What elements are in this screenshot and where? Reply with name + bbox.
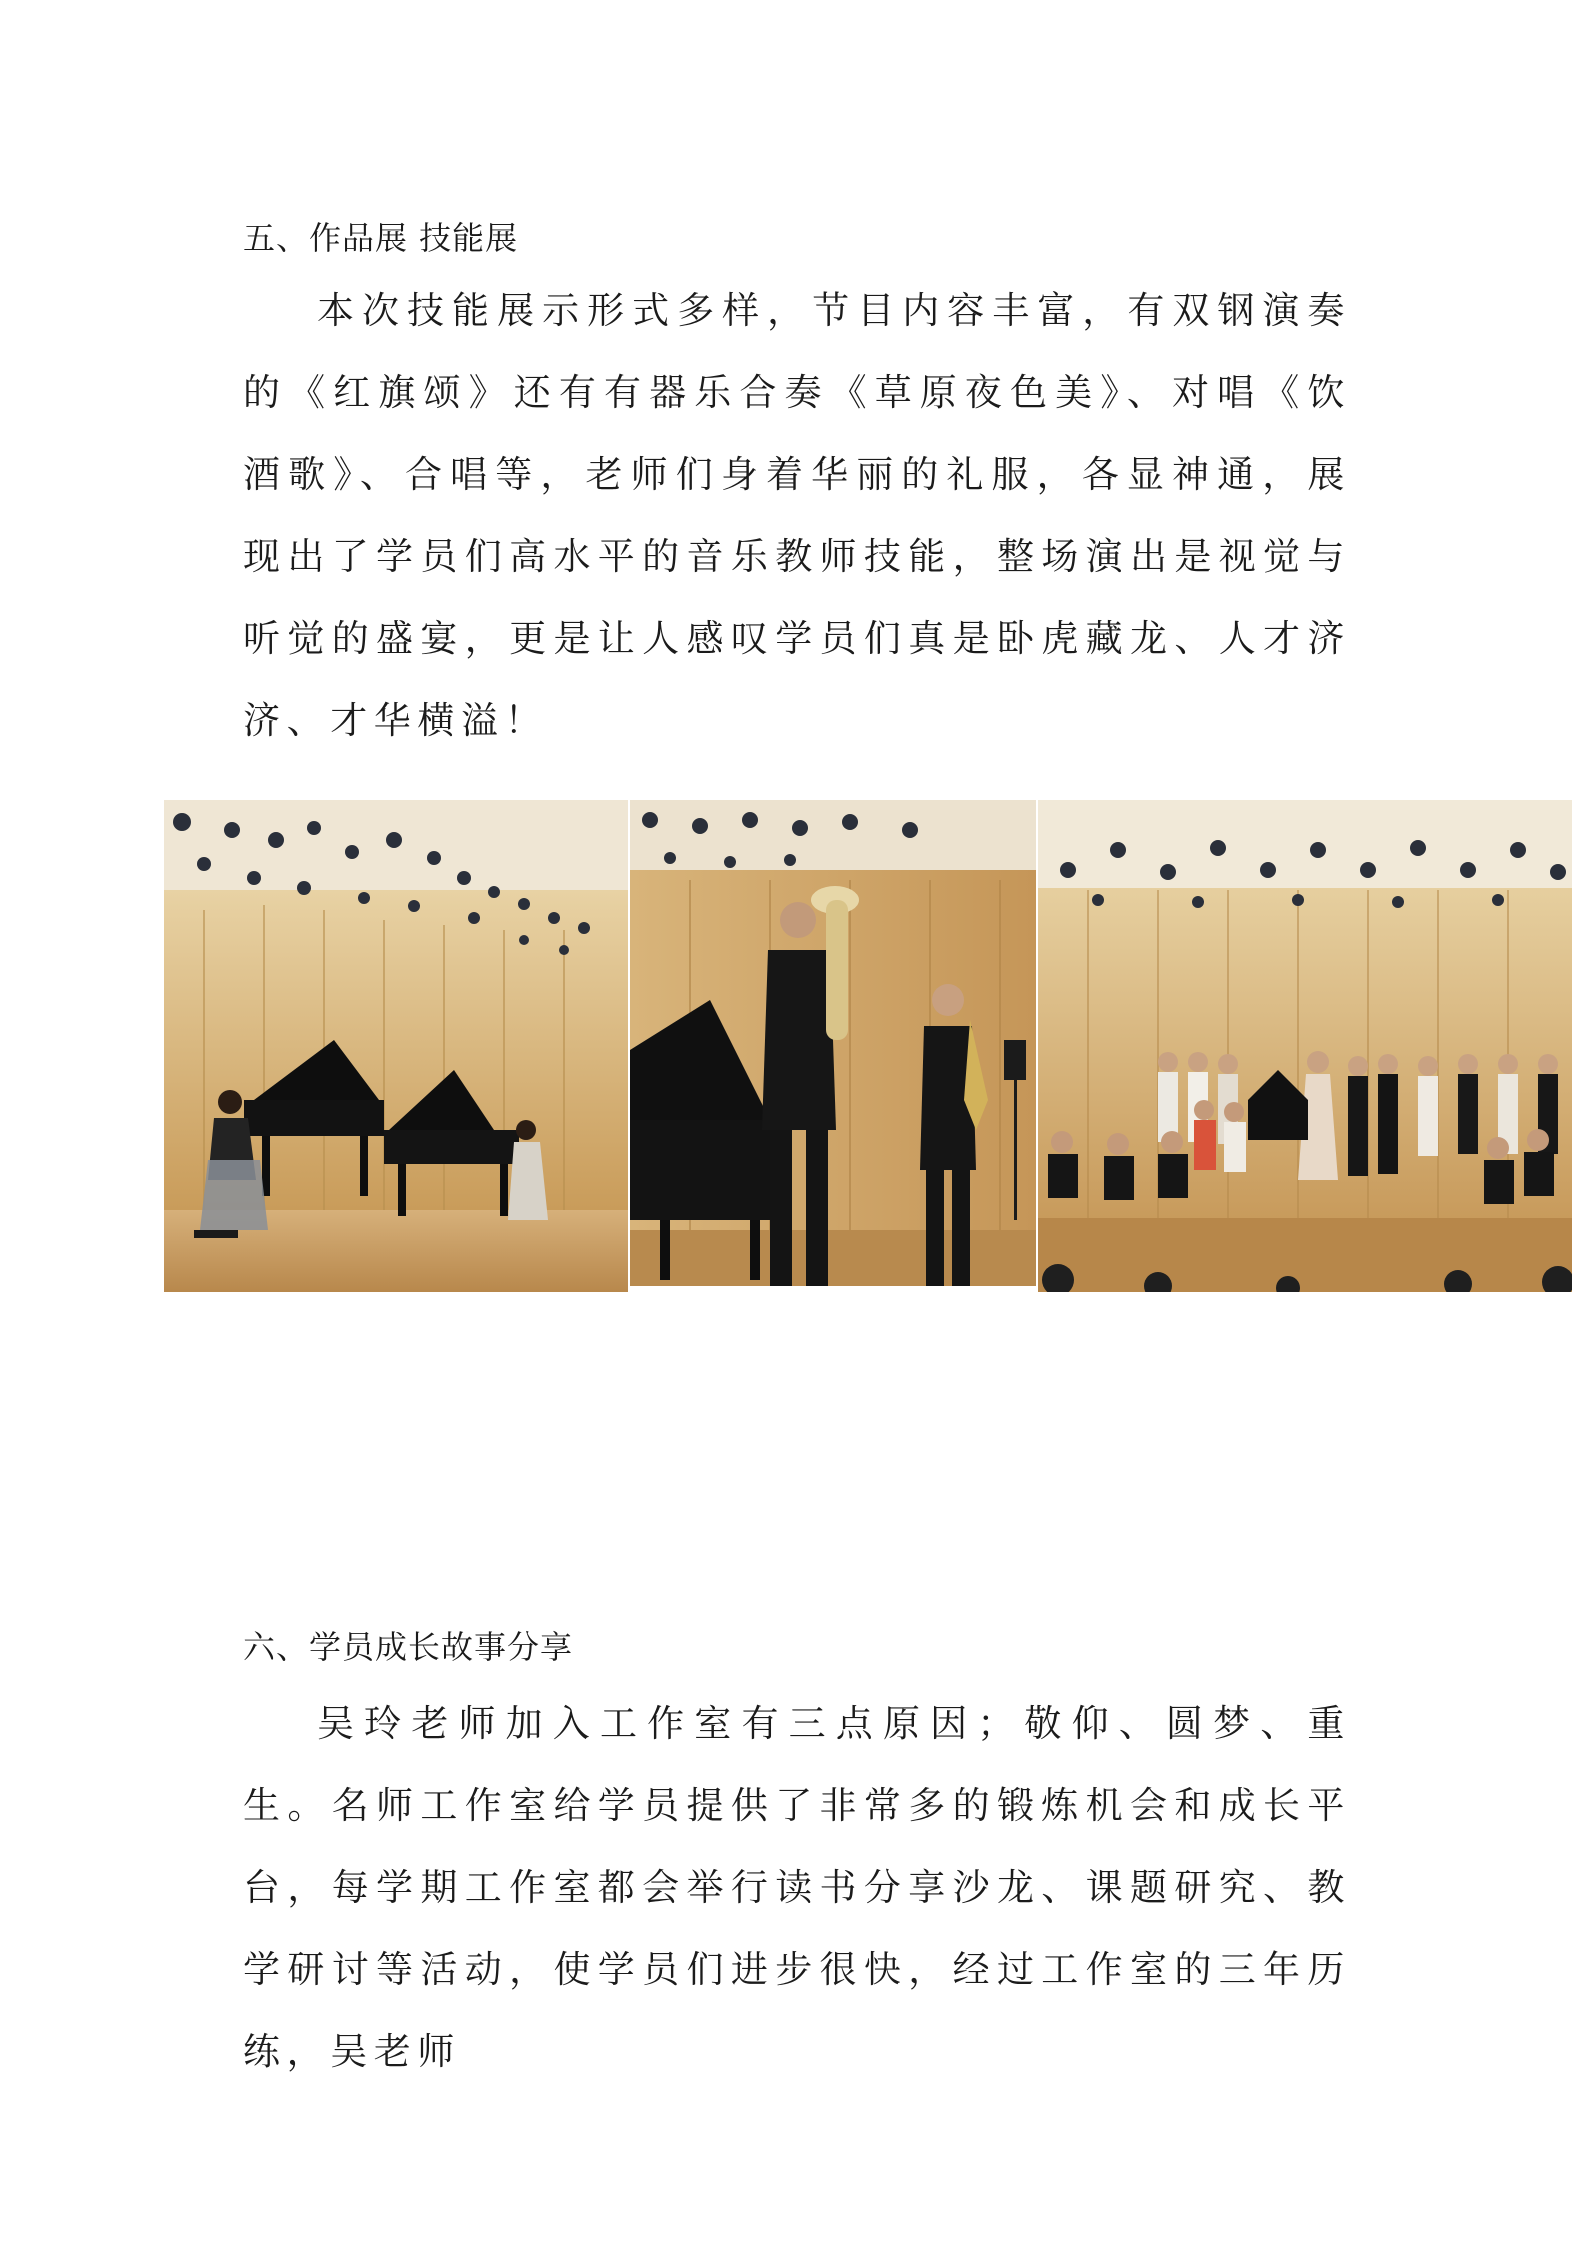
section-paragraph-skill-showcase: 本次技能展示形式多样，节目内容丰富，有双钢演奏的《红旗颂》还有有器乐合奏《草原夜色美》、对唱《饮酒歌》、合唱等，老师们身着华丽的礼服，各显神通，展现出了学员们高水平的音乐教师技能，整场演出是视觉与听觉的盛宴，更是让人感叹学员们真是卧虎藏龙、人才济济、才华横溢！ <box>243 289 1351 742</box>
section-paragraph-growth-story: 吴玲老师加入工作室有三点原因；敬仰、圆梦、重生。名师工作室给学员提供了非常多的锻炼机会和成长平台，每学期工作室都会举行读书分享沙龙、课题研究、教学研讨等活动，使学员们进步很快，经过工作室的三年历练，吴老师 <box>243 1702 1351 2073</box>
two-piano-performance-photo <box>164 800 628 1292</box>
section-heading-works-exhibition: 五、作品展 技能展 <box>243 219 519 257</box>
section-heading-growth-stories: 六、学员成长故事分享 <box>243 1628 574 1666</box>
choir-performance-photo <box>1038 800 1572 1292</box>
wind-instrument-ensemble-photo <box>630 800 1036 1286</box>
